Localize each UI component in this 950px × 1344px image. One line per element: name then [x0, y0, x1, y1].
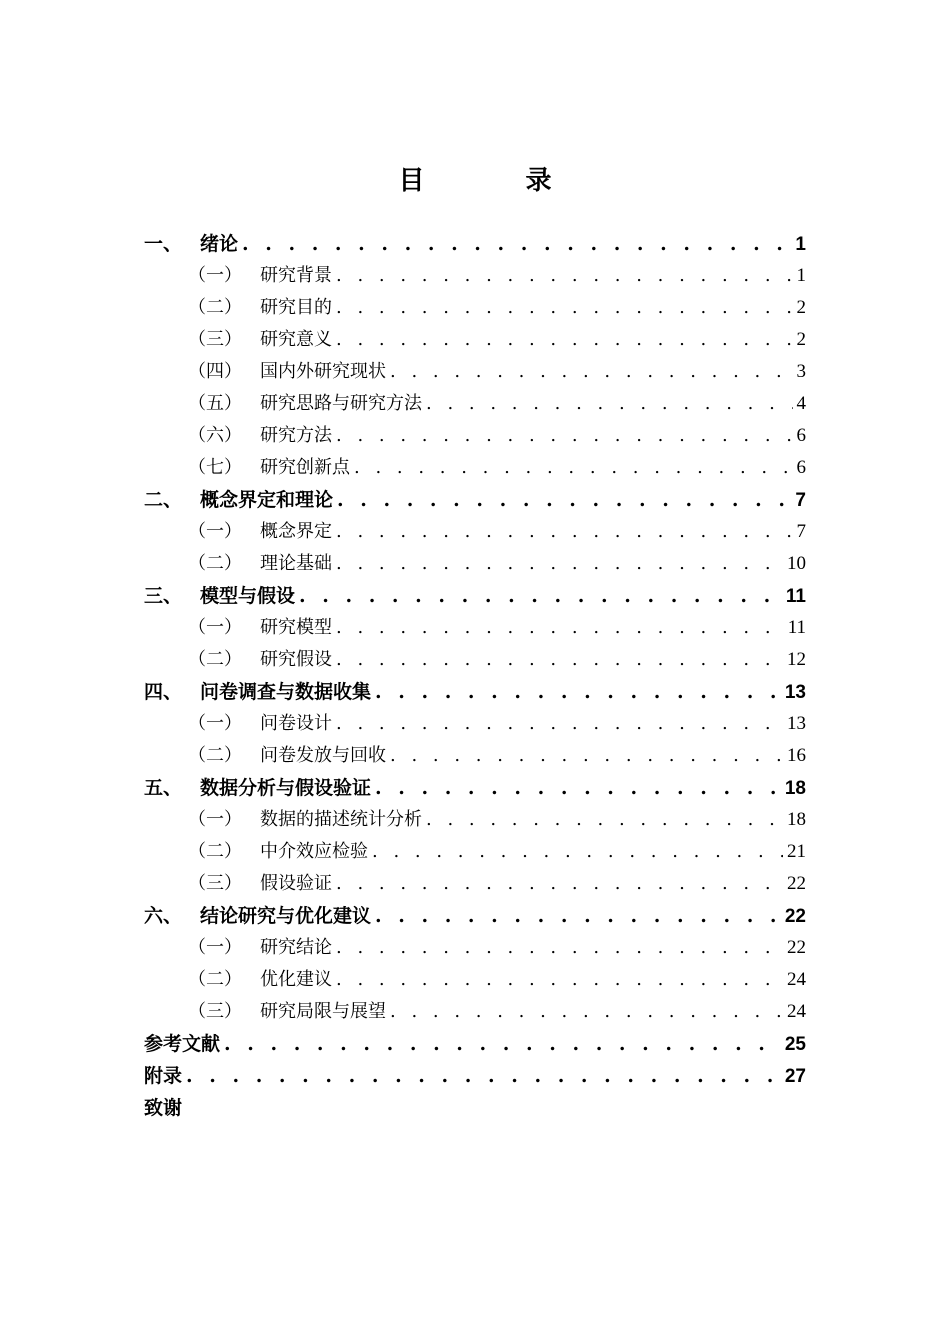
toc-entry-number: （一）	[188, 617, 242, 638]
toc-entry-title: 问卷调查与数据收集	[200, 681, 372, 703]
toc-page-number: 24	[787, 969, 806, 990]
toc-page-number: 16	[787, 745, 806, 766]
toc-dot-leader	[375, 772, 781, 804]
toc-entry-title: 问卷设计	[260, 713, 332, 734]
toc-dot-leader	[337, 484, 791, 516]
toc-entry-title: 国内外研究现状	[260, 361, 386, 382]
toc-dot-leader	[336, 292, 793, 324]
toc-page-number: 11	[785, 586, 806, 607]
toc-entry-number: （一）	[188, 937, 242, 958]
toc-page-number: 7	[796, 521, 806, 542]
toc-dot-leader	[336, 260, 793, 292]
toc-chapter-entry[interactable]	[144, 228, 806, 260]
toc-entry-title: 参考文献	[144, 1033, 221, 1055]
toc-dot-leader	[336, 324, 793, 356]
toc-page-number: 22	[784, 906, 806, 927]
toc-section-entry[interactable]	[144, 996, 806, 1028]
toc-page-number: 18	[787, 809, 806, 830]
toc-dot-leader	[390, 740, 783, 772]
toc-dot-leader	[426, 804, 783, 836]
toc-page-number: 13	[784, 682, 806, 703]
toc-chapter-entry[interactable]	[144, 580, 806, 612]
toc-entry-number: （六）	[188, 425, 242, 446]
toc-section-entry[interactable]	[144, 292, 806, 324]
toc-dot-leader	[336, 548, 783, 580]
toc-entry-title: 研究假设	[260, 649, 332, 670]
toc-entry-number: （三）	[188, 873, 242, 894]
toc-entry-number: （二）	[188, 841, 242, 862]
toc-dot-leader	[354, 452, 793, 484]
toc-page-number: 22	[787, 873, 806, 894]
toc-page-number: 1	[796, 265, 806, 286]
toc-dot-leader	[375, 900, 781, 932]
toc-entry-number: （一）	[188, 809, 242, 830]
toc-entry-title: 致谢	[144, 1097, 183, 1119]
toc-dot-leader	[372, 836, 783, 868]
toc-dot-leader	[375, 676, 781, 708]
toc-section-entry[interactable]	[144, 932, 806, 964]
toc-section-entry[interactable]	[144, 548, 806, 580]
toc-entry-title: 绪论	[200, 233, 239, 255]
toc-entry-title: 中介效应检验	[260, 841, 368, 862]
toc-dot-leader	[336, 932, 783, 964]
toc-chapter-entry[interactable]	[144, 1092, 806, 1124]
table-of-contents	[144, 228, 806, 1124]
toc-page-number: 6	[796, 457, 806, 478]
toc-entry-title: 数据分析与假设验证	[200, 777, 372, 799]
toc-section-entry[interactable]	[144, 964, 806, 996]
toc-dot-leader	[426, 388, 793, 420]
toc-chapter-entry[interactable]	[144, 900, 806, 932]
toc-entry-title: 研究目的	[260, 297, 332, 318]
toc-entry-number: （三）	[188, 1001, 242, 1022]
toc-section-entry[interactable]	[144, 836, 806, 868]
toc-section-entry[interactable]	[144, 420, 806, 452]
toc-page-number: 22	[787, 937, 806, 958]
toc-section-entry[interactable]	[144, 612, 806, 644]
toc-entry-number: （一）	[188, 521, 242, 542]
toc-entry-title: 研究方法	[260, 425, 332, 446]
toc-page-number: 3	[796, 361, 806, 382]
toc-chapter-entry[interactable]	[144, 484, 806, 516]
toc-section-entry[interactable]	[144, 324, 806, 356]
toc-page-number: 12	[787, 649, 806, 670]
toc-section-entry[interactable]	[144, 868, 806, 900]
toc-section-entry[interactable]	[144, 804, 806, 836]
toc-entry-number: （一）	[188, 713, 242, 734]
toc-page-number: 18	[784, 778, 806, 799]
toc-dot-leader	[186, 1060, 781, 1092]
toc-chapter-entry[interactable]	[144, 676, 806, 708]
toc-dot-leader	[299, 580, 782, 612]
toc-entry-title: 研究模型	[260, 617, 332, 638]
toc-dot-leader	[224, 1028, 781, 1060]
toc-entry-title: 研究局限与展望	[260, 1001, 386, 1022]
toc-entry-title: 研究意义	[260, 329, 332, 350]
toc-entry-number: （二）	[188, 969, 242, 990]
toc-entry-number: （七）	[188, 457, 242, 478]
toc-entry-title: 理论基础	[260, 553, 332, 574]
toc-entry-number: （二）	[188, 553, 242, 574]
toc-entry-title: 模型与假设	[200, 585, 296, 607]
toc-page-number: 27	[784, 1066, 806, 1087]
toc-section-entry[interactable]	[144, 260, 806, 292]
toc-page-number: 24	[787, 1001, 806, 1022]
toc-entry-number: （三）	[188, 329, 242, 350]
toc-chapter-entry[interactable]	[144, 1060, 806, 1092]
toc-dot-leader	[336, 644, 783, 676]
toc-entry-title: 研究背景	[260, 265, 332, 286]
toc-page-number: 25	[784, 1034, 806, 1055]
toc-entry-number: （一）	[188, 265, 242, 286]
toc-entry-title: 研究结论	[260, 937, 332, 958]
toc-entry-number: 三、	[144, 585, 183, 607]
toc-page-number: 4	[796, 393, 806, 414]
toc-section-entry[interactable]	[144, 740, 806, 772]
toc-entry-title: 研究思路与研究方法	[260, 393, 422, 414]
toc-section-entry[interactable]	[144, 452, 806, 484]
toc-dot-leader	[336, 708, 783, 740]
toc-entry-number: （二）	[188, 745, 242, 766]
toc-dot-leader	[390, 996, 783, 1028]
toc-entry-title: 数据的描述统计分析	[260, 809, 422, 830]
toc-dot-leader	[390, 356, 793, 388]
toc-entry-number: （四）	[188, 361, 242, 382]
toc-entry-number: （五）	[188, 393, 242, 414]
toc-entry-title: 结论研究与优化建议	[200, 905, 372, 927]
toc-page-number: 11	[787, 617, 806, 638]
toc-entry-number: （二）	[188, 297, 242, 318]
toc-page-number: 1	[795, 234, 806, 255]
toc-page-number: 21	[787, 841, 806, 862]
toc-page-number: 6	[796, 425, 806, 446]
toc-entry-number: 六、	[144, 905, 183, 927]
toc-page-number: 2	[796, 329, 806, 350]
toc-chapter-entry[interactable]	[144, 772, 806, 804]
toc-entry-title: 问卷发放与回收	[260, 745, 386, 766]
toc-entry-number: 五、	[144, 777, 183, 799]
toc-entry-number: 四、	[144, 681, 183, 703]
toc-dot-leader	[336, 420, 793, 452]
toc-dot-leader	[336, 964, 783, 996]
toc-entry-number: 一、	[144, 233, 183, 255]
toc-section-entry[interactable]	[144, 356, 806, 388]
toc-section-entry[interactable]	[144, 708, 806, 740]
toc-entry-number: 二、	[144, 489, 183, 511]
toc-page-number: 7	[795, 490, 806, 511]
toc-entry-title: 优化建议	[260, 969, 332, 990]
toc-section-entry[interactable]	[144, 644, 806, 676]
toc-dot-leader	[242, 228, 791, 260]
toc-dot-leader	[336, 868, 783, 900]
toc-dot-leader	[336, 516, 793, 548]
page-title: 目 录	[398, 166, 598, 196]
toc-entry-title: 研究创新点	[260, 457, 350, 478]
toc-entry-number: （二）	[188, 649, 242, 670]
toc-dot-leader	[336, 612, 784, 644]
toc-entry-title: 概念界定和理论	[200, 489, 334, 511]
toc-section-entry[interactable]	[144, 516, 806, 548]
toc-chapter-entry[interactable]	[144, 1028, 806, 1060]
toc-entry-title: 假设验证	[260, 873, 332, 894]
toc-section-entry[interactable]	[144, 388, 806, 420]
toc-page-number: 2	[796, 297, 806, 318]
toc-page-number: 13	[787, 713, 806, 734]
toc-entry-title: 概念界定	[260, 521, 332, 542]
toc-entry-title: 附录	[144, 1065, 183, 1087]
toc-page-number: 10	[787, 553, 806, 574]
